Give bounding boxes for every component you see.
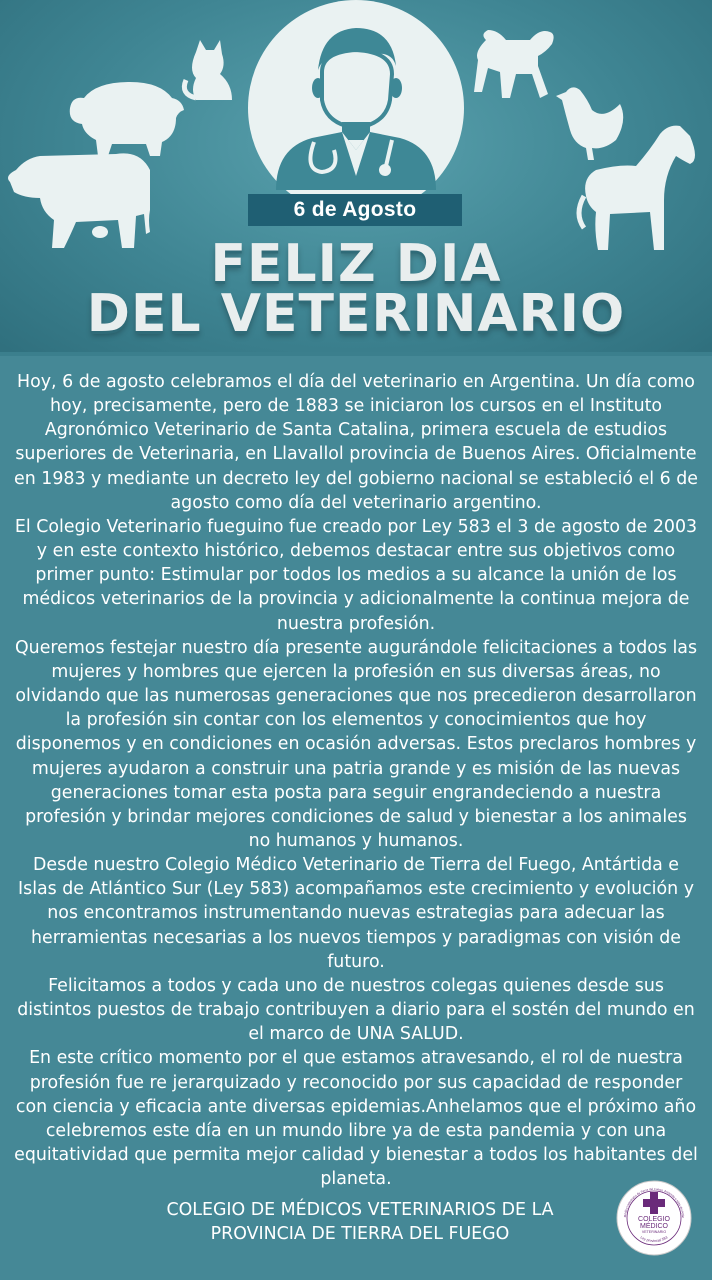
- header-banner: [0, 0, 712, 356]
- dog-icon: [474, 30, 554, 98]
- veterinarian-icon: [248, 0, 464, 216]
- paragraph: Hoy, 6 de agosto celebramos el día del veterinario en Argentina. Un día como hoy, precisamente, pero de 1883 se iniciaron los cursos en el Instituto Agronómico Veterinario de Santa Catalina, primera escuela de estudios superiores de Veterinaria, en Llavallol provincia de Buenos Aires. Oficialmente en 1983 y mediante un decreto ley del gobierno nacional se estableció el 6 de agosto como día del veterinario argentino.: [14, 372, 698, 513]
- org-name-line-2: PROVINCIA DE TIERRA DEL FUEGO: [210, 1224, 510, 1244]
- paragraph: En este crítico momento por el que estamos atravesando, el rol de nuestra profesión fue re jerarquizado y reconocido por sus capacidad de responder con ciencia y eficacia ante diversas epidemias.Anhelamos que el próximo año celebremos este día en un mundo libre ya de esta pandemia y con una equitatividad que permita mejor calidad y bienestar a todos los habitantes del planeta.: [14, 1048, 698, 1190]
- paragraph: El Colegio Veterinario fueguino fue creado por Ley 583 el 3 de agosto de 2003 y en este contexto histórico, debemos destacar entre sus objetivos como primer punto: Estimular por todos los medios a su alcance la unión de los médicos veterinarios de la provincia y adicionalmente la continua mejora de nuestra profesión.: [14, 516, 698, 634]
- org-name-line-1: COLEGIO DE MÉDICOS VETERINARIOS DE LA: [166, 1200, 554, 1220]
- headline-line-2: DEL VETERINARIO: [86, 284, 626, 344]
- cat-icon: [184, 40, 232, 100]
- chicken-icon: [556, 87, 623, 160]
- logo-text-bot: VETERINARIO: [641, 1230, 667, 1234]
- date-badge: 6 de Agosto: [248, 194, 462, 226]
- logo-text-mid: MÉDICO: [640, 1223, 668, 1230]
- organization-signature: [120, 1198, 600, 1246]
- logo-ring-bottom: Ley provincial 583: [639, 1235, 669, 1244]
- logo-ring-text: Médico Veterinario de Tierra del Fuego, Antártida e Islas del Atlán: [622, 1186, 686, 1219]
- message-body: [14, 370, 698, 1191]
- pig-icon: [70, 82, 184, 156]
- headline-line-1: FELIZ DIA: [210, 234, 502, 294]
- logo-text-top: COLEGIO: [638, 1216, 670, 1223]
- paragraph: Desde nuestro Colegio Médico Veterinario de Tierra del Fuego, Antártida e Islas de Atlántico Sur (Ley 583) acompañamos este crecimiento y evolución y nos encontramos instrumentando nuevas estrategias para adecuar las herramientas necesarias a los nuevos tiempos y paradigmas con visión de futuro.: [18, 855, 694, 972]
- paragraph: Felicitamos a todos y cada uno de nuestros colegas quienes desde sus distintos puestos de trabajo contribuyen a diario para el sostén del mundo en el marco de UNA SALUD.: [17, 975, 695, 1045]
- paragraph: Queremos festejar nuestro día presente augurándole felicitaciones a todos las mujeres y hombres que ejercen la profesión en sus diversas áreas, no olvidando que las numerosas generaciones que nos precedieron desarrollaron la profesión sin contar con los elementos y conocimientos que hoy disponemos y en condiciones en ocasión adversas. Estos preclaros hombres y mujeres ayudaron a construir una patria grande y es misión de las nuevas generaciones tomar esta posta para seguir engrandeciendo a nuestra profesión y brindar mejores condiciones de salud y bienestar a los animales no humanos y humanos.: [14, 637, 698, 851]
- colegio-logo-icon: [616, 1180, 692, 1256]
